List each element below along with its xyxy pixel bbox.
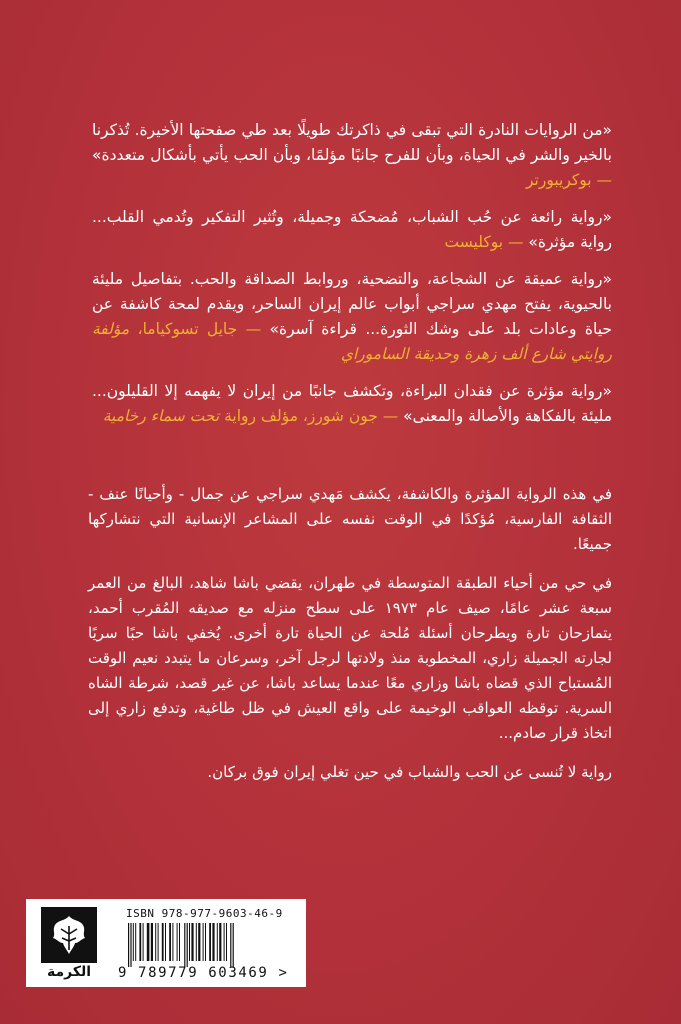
barcode-bar [143, 923, 144, 961]
barcode-bar [184, 923, 185, 967]
review-3 [92, 267, 612, 367]
review-attribution: — جون شورز، مؤلف رواية [224, 407, 399, 425]
synopsis-paragraph: في حي من أحياء الطبقة المتوسطة في طهران، يقضي باشا شاهد، البالغ من العمر سبعة عشر عامًا، صيف عام ١٩٧٣ على سطح منزله مع صديقه المُقرب أحمد، يتمازحان تارة ويطرحان أسئلة مُلحة عن الحياة تارة أخرى. يُخفي باشا حبًا سريًا لجارته الجميلة زاري، المخطوبة منذ ولادتها لرجل آخر، وسرعان ما يتبدد نعيم الوقت المُستباح الذي قضاه باشا وزاري معًا عندما يساعد باشا، عن غير قصد، شرطة الشاه السرية. توقظه العواقب الوخيمة على واقع العيش في ظل طاغية، وتدفع زاري إلى اتخاذ قرار صادم... [88, 574, 612, 742]
barcode-bar [128, 923, 129, 967]
review-quote: «رواية عميقة عن الشجاعة، والتضحية، وروابط الصداقة والحب. بتفاصيل مليئة بالحيوية، يفتح مهدي سراجي أبواب عالم إيران الساحر، ويقدم لمحة كاشفة عن حياة وعادات بلد على وشك الثورة... قراءة آسرة» [92, 270, 613, 338]
synopsis-paragraph: في هذه الرواية المؤثرة والكاشفة، يكشف مَهدي سراجي عن جمال - وأحيانًا عنف - الثقافة الفارسية، مُؤكدًا في الوقت نفسه على المشاعر الإنسانية التي نتشاركها جميعًا. [88, 485, 612, 553]
barcode-bar [135, 923, 136, 961]
review-attribution: — بوكليست [444, 233, 524, 251]
review-2 [92, 205, 612, 255]
barcode [126, 923, 298, 967]
barcode-bar [179, 923, 180, 961]
barcode-bar [158, 923, 159, 961]
barcode-bar [196, 923, 197, 961]
barcode-bar [133, 923, 134, 961]
barcode-bar [198, 923, 200, 961]
isbn-label: ISBN 978-977-9603-46-9 [126, 907, 283, 920]
barcode-bar [130, 923, 131, 967]
barcode-bar [172, 923, 173, 961]
barcode-bar [139, 923, 141, 961]
review-attribution: — جايل تسوكياما، [137, 320, 262, 338]
barcode-bar [233, 923, 234, 967]
review-attribution-sub: تحت سماء رخامية [102, 407, 220, 425]
barcode-bar [212, 923, 214, 961]
review-quote: «من الروايات النادرة التي تبقى في ذاكرتك طويلًا بعد طي صفحتها الأخيرة. تُذكرنا بالخير والشر في الحياة، وبأن للفرح جانبًا مؤلمًا، وبأن الحب يأتي بأشكال متعددة» [92, 121, 612, 164]
review-attribution: — بوكريبورتر [525, 171, 612, 189]
barcode-bar [217, 923, 218, 961]
barcode-bar [177, 923, 178, 961]
review-quote: «رواية رائعة عن حُب الشباب، مُضحكة وجميلة، وتُثير التفكير وتُدمي القلب... رواية مؤثرة» [92, 208, 612, 251]
publisher-logo [38, 907, 100, 979]
barcode-panel [26, 899, 306, 987]
barcode-bar [189, 923, 190, 961]
barcode-bar [209, 923, 211, 961]
review-quote: «رواية مؤثرة عن فقدان البراءة، وتكشف جانبًا من إيران لا يفهمه إلا القليلون... مليئة بالفكاهة والأصالة والمعنى» [92, 382, 612, 425]
barcode-bar [169, 923, 171, 961]
barcode-bar [191, 923, 193, 961]
review-4 [92, 379, 612, 429]
synopsis-section [88, 482, 612, 799]
barcode-bar [147, 923, 150, 961]
synopsis-paragraph: رواية لا تُنسى عن الحب والشباب في حين تغلي إيران فوق بركان. [207, 763, 612, 781]
barcode-bar [205, 923, 206, 961]
reviews-section [92, 118, 612, 441]
barcode-bar [155, 923, 156, 961]
barcode-bar [162, 923, 164, 961]
barcode-digits: 9 789779 603469 > [118, 965, 289, 981]
review-1 [92, 118, 612, 193]
grape-leaf-icon [41, 907, 97, 963]
publisher-name: الكرمة [46, 964, 92, 980]
review-attribution-sub: مؤلفة روايتي شارع ألف زهرة وحديقة الساموراي [92, 320, 612, 363]
barcode-bar [151, 923, 153, 961]
barcode-bar [224, 923, 225, 961]
barcode-bar [165, 923, 166, 961]
barcode-bar [203, 923, 204, 961]
barcode-bar [219, 923, 221, 961]
barcode-bar [187, 923, 188, 967]
barcode-bar [226, 923, 227, 961]
barcode-bar [230, 923, 231, 967]
